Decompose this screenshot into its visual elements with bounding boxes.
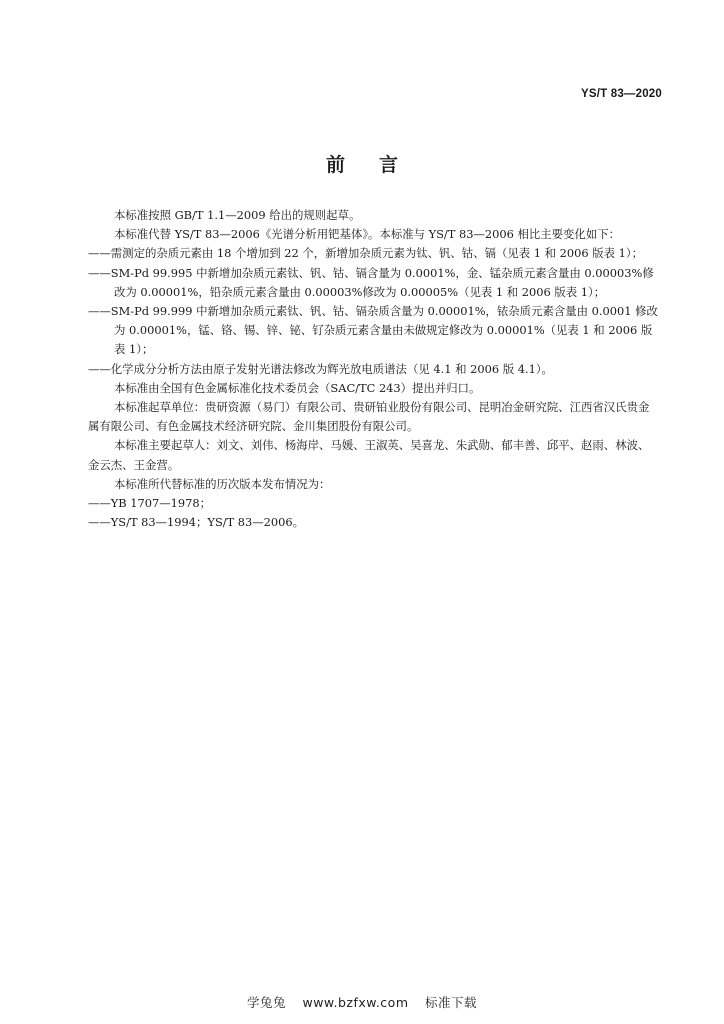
title-char-2: 言	[379, 154, 399, 176]
title-char-1: 前	[325, 154, 345, 176]
paragraph-proposer: 本标准由全国有色金属标准化技术委员会（SAC/TC 243）提出并归口。	[114, 380, 481, 395]
change-item-1: ——需测定的杂质元素由 18 个增加到 22 个，新增加杂质元素为钛、钒、钴、镉（见表 1 和 2006 版表 1）；	[88, 246, 643, 261]
footer-tagline: 标准下载	[425, 995, 478, 1010]
paragraph-drafting-units: 本标准起草单位：贵研资源（易门）有限公司、贵研铂业股份有限公司、昆明冶金研究院、江西省汉氏贵金属有限公司、有色金属技术经济研究院、金川集团股份有限公司。	[88, 400, 650, 434]
paragraph-drafters: 本标准主要起草人：刘文、刘伟、杨海岸、马媛、王淑英、吴喜龙、朱武勋、郁丰善、邱平、赵雨、林波、金云杰、王金营。	[88, 438, 650, 472]
page-title	[0, 150, 724, 177]
footer-site-name: 学兔兔	[246, 995, 286, 1010]
foreword-body	[88, 206, 660, 532]
change-item-3: ——SM-Pd 99.999 中新增加杂质元素钛、钒、钴、镉杂质含量为 0.00001%，铱杂质元素含量由 0.0001 修改为 0.00001%，锰、铬、锡、锌、铋、钌杂质元素含量由未做规定修改为 0.00001%（见表 1 和 2006 版表 1）；	[88, 304, 658, 357]
footer-url[interactable]: www.bzfxw.com	[302, 995, 409, 1010]
paragraph-drafting-rules: 本标准按照 GB/T 1.1—2009 给出的规则起草。	[114, 208, 361, 222]
change-item-4: ——化学成分分析方法由原子发射光谱法修改为辉光放电质谱法（见 4.1 和 2006 版 4.1）。	[88, 361, 553, 376]
paragraph-history: 本标准所代替标准的历次版本发布情况为：	[114, 476, 331, 491]
paragraph-replaces: 本标准代替 YS/T 83—2006《光谱分析用钯基体》。本标准与 YS/T 83—2006 相比主要变化如下：	[114, 227, 620, 242]
history-item-1: ——YB 1707—1978；	[88, 496, 212, 511]
history-item-2: ——YS/T 83—1994；YS/T 83—2006。	[88, 515, 305, 530]
change-item-2: ——SM-Pd 99.995 中新增加杂质元素钛、钒、钴、镉含量为 0.0001%，金、锰杂质元素含量由 0.00003%修改为 0.00001%，铅杂质元素含量由 0.00003%修改为 0.00005%（见表 1 和 2006 版表 1）；	[88, 265, 654, 299]
standard-code: YS/T 83—2020	[580, 88, 662, 100]
footer-watermark	[0, 993, 724, 1011]
